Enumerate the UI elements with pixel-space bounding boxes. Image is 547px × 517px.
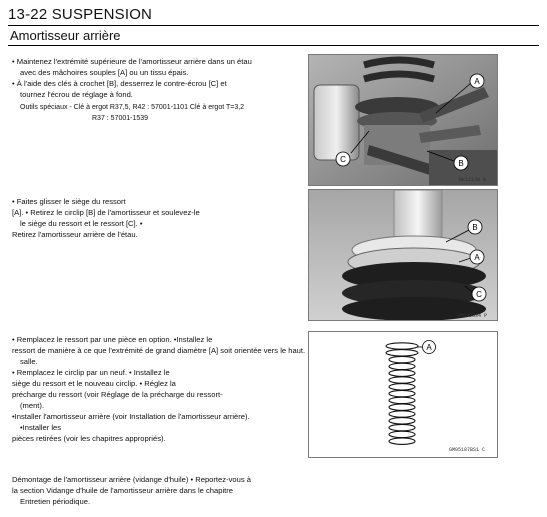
spring-coil — [389, 370, 415, 376]
step1-text — [12, 56, 252, 100]
spring-coil — [389, 384, 415, 390]
step1-line: tournez l'écrou de réglage à fond. — [20, 90, 133, 99]
figure-callout-c: C — [340, 155, 346, 164]
figure-callout-b: B — [472, 223, 478, 232]
figure-callout-a: A — [426, 343, 432, 352]
spring-coil — [389, 377, 415, 383]
spring-coil — [389, 390, 415, 396]
step3-line: pièces retirées (voir les chapitres appropriés). — [12, 434, 166, 443]
page-title: 13-22 SUSPENSION — [8, 6, 153, 23]
step4-line: Démontage de l'amortisseur arrière (vidange d'huile) • Reportez-vous à — [12, 475, 251, 484]
step2-line: le siège du ressort et le ressort [C]. • — [20, 219, 143, 228]
spring-coil — [389, 363, 415, 369]
step3-line: précharge du ressort (voir Réglage de la précharge du ressort- — [12, 390, 223, 399]
figure-spring-seat — [308, 189, 498, 321]
figure-code: GM05187BS1 C — [449, 447, 486, 453]
step3-line: •Installer l'amortisseur arrière (voir Installation de l'amortisseur arrière). — [12, 412, 250, 421]
step1-line: • Maintenez l'extrémité supérieure de l'amortisseur arrière dans un étau — [12, 57, 252, 66]
section-rule — [8, 45, 539, 46]
figure-callout-a: A — [474, 77, 480, 86]
step4-line: la section Vidange d'huile de l'amortisseur arrière dans le chapitre — [12, 486, 233, 495]
tools-line: R37 : 57001-1539 — [92, 115, 149, 122]
step2-line: Retirez l'amortisseur arrière de l'étau. — [12, 230, 138, 239]
step2-line: • Faites glisser le siège du ressort — [12, 197, 126, 206]
figure-callout-a: A — [474, 253, 480, 262]
figure-code: BK12130 B — [459, 177, 487, 183]
spring-drawing — [386, 343, 418, 445]
step4-line: Entretien périodique. — [20, 497, 91, 506]
spring-coil — [389, 411, 415, 417]
tools-line: Outils spéciaux - Clé à ergot R37,5, R42 : 57001-1101 Clé à ergot T=3,2 — [20, 104, 245, 111]
step2-text — [12, 196, 200, 240]
section-title: Amortisseur arrière — [10, 28, 121, 43]
step4-text — [12, 474, 251, 507]
figure-shock-in-vise — [308, 54, 498, 186]
figure-code: GM030334 P — [457, 313, 488, 319]
step3-line: •Installer les — [20, 423, 62, 432]
spring-coil — [389, 356, 415, 362]
spring-coil — [389, 397, 415, 403]
step3-line: siège du ressort et le nouveau circlip. • Réglez la — [12, 379, 176, 388]
step1-line: avec des mâchoires souples [A] ou un tissu épais. — [20, 68, 189, 77]
step3-line: • Remplacez le circlip par un neuf. • Installez le — [12, 368, 170, 377]
spring-coil — [389, 418, 415, 424]
step3-text — [12, 334, 305, 444]
spring-coil — [389, 438, 415, 444]
spring-coil — [386, 343, 418, 349]
figure-callout-b: B — [458, 159, 464, 168]
step1-line: • À l'aide des clés à crochet [B], desserrez le contre-écrou [C] et — [12, 79, 227, 88]
step3-line: (ment). — [20, 401, 45, 410]
step3-line: ressort de manière à ce que l'extrémité de grand diamètre [A] soit orientée vers le haut. — [12, 346, 306, 355]
top-rule — [8, 25, 539, 26]
figure-spring-orientation — [308, 331, 498, 458]
spring-coil — [389, 431, 415, 437]
spring-coil — [389, 424, 415, 430]
step3-line: • Remplacez le ressort par une pièce en option. •Installez le — [12, 335, 213, 344]
figure-callout-c: C — [476, 290, 482, 299]
step3-line: salle. — [20, 357, 38, 366]
special-tools-note — [20, 102, 244, 124]
step2-line: [A]. • Retirez le circlip [B] de l'amortisseur et soulevez-le — [12, 208, 200, 217]
spring-coil — [389, 404, 415, 410]
spring-coil — [386, 350, 418, 356]
